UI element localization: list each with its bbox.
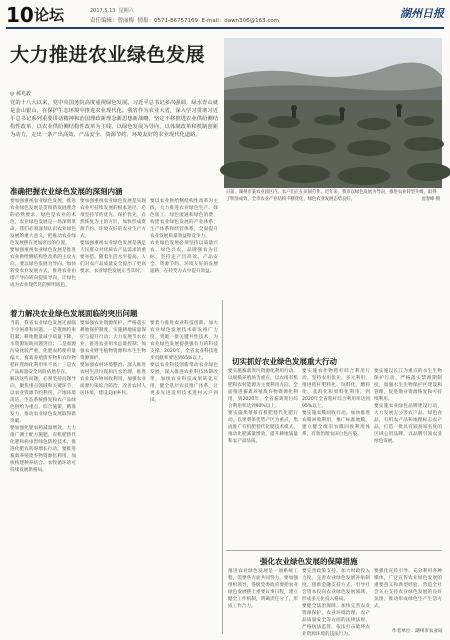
section-4-column-3 <box>374 568 442 626</box>
contact-line <box>90 16 279 24</box>
section-1-paragraph: 要以农业供给侧结构性改革为主线，大力推进农业绿色生产、绿色加工、绿色流通和绿色消费，构建农业绿色发展的产业体系、生产体系和经营体系，全面提升农业发展质量效益和竞争力。 <box>150 199 218 239</box>
section-4-column-1 <box>228 568 298 634</box>
section-4-paragraph: 要强化宣传引导。充分利用各种媒体，广泛宣传农业绿色发展的重要意义和典型经验，营造全社会关心支持农业绿色发展的良好氛围，推动形成绿色生产生活方式。 <box>374 569 442 609</box>
section-heading-3: 切实抓好农业绿色发展重大行动 <box>232 357 337 366</box>
masthead-logo: 湖州日报 <box>400 7 444 20</box>
section-3-paragraph: 要实施果菜茶有机肥替代化肥行动。以果菜茶优势产区为重点，集成推广有机肥替代化肥技术模式，推动化肥减量增效，提升耕地质量和农产品品质。 <box>228 411 298 444</box>
section-2-paragraph: 当前，我省农业绿色发展还面临不少困难和问题。一是资源约束趋紧，耕地数量减少质量下降，水资源短缺问题突出；二是面源污染比较严重，化肥农药使用量偏大，畜禽养殖废弃物和农作物秸秆资源化利用率不高；三是农产品质量安全风险依然存在。 <box>10 321 76 375</box>
section-2-paragraph: 解决这些问题，必须坚持问题导向，聚焦重点领域和关键环节，以农业资源节约利用、产地环境清洁、生态系统修复和农产品绿色供给为重点，综合施策，精准发力，推动农业绿色发展取得新突破。 <box>10 377 76 424</box>
section-2-paragraph: 要加强化肥农药减量增效。大力推广测土配方施肥、有机肥替代化肥和病虫害绿色防控技术，推进化肥农药零增长行动。要推进畜禽养殖废弃物资源化利用，加快构建种养结合、农牧循环的可持续发展新格局。 <box>10 426 76 473</box>
section-3-column-2 <box>302 368 370 548</box>
section-2-column-3 <box>150 320 218 634</box>
header-rule <box>6 27 444 29</box>
section-divider <box>226 550 442 551</box>
section-4-paragraph: 要健全法治保障。加快完善农业资源保护、农业环境治理、农产品质量安全等方面的法律法规，严格执法监管，依法打击破坏农业资源环境的违法行为。 <box>302 604 370 637</box>
section-3-paragraph: 要实施以长江为重点的水生生物保护行动。严格落实禁渔期制度，加强水生生物保护区建设和管理，促进渔业资源恢复和可持续利用。 <box>374 369 442 402</box>
section-name: 论坛 <box>34 6 65 24</box>
issue-date: 2017.5.13 <box>90 8 116 14</box>
section-4-paragraph: 推进农业绿色发展是一项系统工程，需要各方面共同努力。要加强组织领导，各级党委政府要把农业绿色发展摆上重要议事日程，建立健全工作机制，明确责任分工，形成工作合力。 <box>228 569 298 609</box>
column-divider <box>222 300 223 634</box>
section-1-column-1 <box>10 198 76 298</box>
photo-credit: 沈春峰 摄 <box>421 196 440 202</box>
section-3-paragraph: 要实施农业绿色品牌建设行动，大力发展无公害农产品、绿色食品、有机农产品和地理标志农产品，打造一批具有较高知名度的区域公用品牌，以品牌引领农业绿色发展。 <box>374 404 442 444</box>
section-4-paragraph: 要完善政策支持。加大财政投入力度，完善农业绿色发展补贴制度，创新金融支持方式，引导社会资本投向农业绿色发展领域，形成多元化投入格局。 <box>302 569 370 602</box>
section-1-paragraph: 要加强重视农业绿色发展是满足人民群众对优质农产品需求的重要举措。随着生活水平提高，人们对农产品质量安全提出了更高要求，农业绿色发展正当其时。 <box>80 241 146 274</box>
section-4-column-2 <box>302 568 370 637</box>
article-photo <box>224 38 442 188</box>
article-byline: ◎ 郝兆毅 <box>10 91 31 97</box>
section-2-column-2 <box>80 320 146 634</box>
phone-number: 情报：0571-86757169 <box>137 18 198 24</box>
section-2-paragraph: 要加强农业资源保护。严格落实耕地保护制度，实施耕地质量保护与提升行动；大力发展节水农业，推进农业用水总量控制；加强农业野生植物资源和水生生物资源保护。 <box>80 321 146 361</box>
section-1-paragraph: 农业绿色发展必须坚持以质量兴农、绿色兴农、品牌强农为目标，坚持走产出高效、产品安全、资源节约、环境友好的发展道路，在转变方式中提升效益。 <box>150 241 218 274</box>
section-3-column-1 <box>228 368 298 548</box>
section-3-paragraph: 要实施农膜回收行动。加快推进农膜回收利用，推广标准地膜，建立健全废旧农膜回收利用体系，有效治理农田白色污染。 <box>302 411 370 437</box>
section-1-column-3 <box>150 198 218 298</box>
section-1-paragraph: 要加强重视农业绿色发展是实现农业可持续发展的根本途径。必须坚持节约优先、保护优先、自然恢复为主的方针，加快形成资源节约、环境友好的农业生产方式。 <box>80 199 146 239</box>
author-affiliation: 作者单位：湖州市农业局 <box>392 629 443 634</box>
section-1-column-2 <box>80 198 146 298</box>
section-1-paragraph: 要加强重视农业绿色发展是推进农业供给侧结构性改革的主攻方向。要以绿色发展为导向，加快转变农业发展方式，推进农业由增产导向转向提质导向，让绿色成为农业现代化的鲜明底色。 <box>10 248 76 288</box>
farm-field-photo <box>224 38 442 188</box>
section-heading-1: 准确把握农业绿色发展的深刻内涵 <box>10 187 123 196</box>
section-1-paragraph: 要加强重视农业绿色发展，推进农业绿色发展是贯彻新发展理念的必然要求。绿色是农业的本色，农业绿色发展是一场深刻革命。我们必须深刻认识农业绿色发展的重大意义，把推动农业绿色发展摆在更加突出的位置。 <box>10 199 76 246</box>
article-title: 大力推进农业绿色发展 <box>10 44 206 66</box>
email-address: E-mail：dawn306@163.com <box>201 18 280 24</box>
section-2-column-1 <box>10 320 76 634</box>
section-3-paragraph: 要实施农作物秸秆综合利用行动。坚持农用优先、多元利用，推进秸秆肥料化、饲料化、燃料化、基料化和原料化利用，到2020年全省秸秆综合利用率达到95%以上。 <box>302 369 370 409</box>
date-line <box>90 7 134 14</box>
section-2-paragraph: 要以农业科技创新带动农业绿色发展，深入推进农业科技体制改革，加快农业科技成果转化应用，健全基层农技推广体系，让更多先进适用技术进村入户到田。 <box>150 363 218 403</box>
photo-caption <box>226 190 440 203</box>
section-3-paragraph: 要实施畜禽粪污资源化利用行动。以规模养殖场为重点，以农用有机肥和农村能源为主要利用方向，全面推进畜禽养殖废弃物资源化利用，到2020年，全省畜禽粪污综合利用率达到90%以上。 <box>228 369 298 409</box>
weekday: 星期六 <box>118 8 134 14</box>
section-heading-4: 强化农业绿色发展的保障措施 <box>260 557 358 566</box>
section-heading-2: 着力解决农业绿色发展面临的突出问题 <box>10 309 138 318</box>
section-2-paragraph: 要着力推进农业科技创新。加大农业绿色发展技术研发推广力度，突破一批关键共性技术，为农业绿色发展提供强有力的科技支撑。2020年，全省农业科技进步贡献率要达到65%以上。 <box>150 321 218 361</box>
article-intro: 党的十八大以来，党中央国务院高度重视绿色发展。习近平总书记多次强调，绿水青山就是金山银山，在保护生态环境中推进农业现代化。我省作为农业大省，深入学习贯彻习近平总书记系列重要讲话精神和治国理政新理念新思想新战略，坚定不移推进农业供给侧结构性改革，以农业供给侧结构性改革为主线，以绿色发展为导向，以体制改革和机制创新为动力，走出一条产出高效、产品安全、资源节约、环境友好的农业现代化道路。 <box>10 100 218 138</box>
section-3-column-3 <box>374 368 442 548</box>
page-number: 10 <box>6 3 34 27</box>
section-2-paragraph: 要加强农村环境整治。深入推进农村生活垃圾和污水治理，推进农业废弃物回收利用，加强农业面源污染综合防治，改善农村人居环境，建设美丽乡村。 <box>80 363 146 396</box>
page-header <box>6 4 444 26</box>
editor-label: 责任编辑：曾丽梅 <box>90 18 135 24</box>
photo-caption-text: 日前，湖州市某农业园区内，农户们正在田间劳作。近年来，我市以绿色发展为导向，推进农业转型升级，取得了明显成效，全市农业产业结构不断优化，绿色农业发展态势良好。 <box>226 190 437 202</box>
